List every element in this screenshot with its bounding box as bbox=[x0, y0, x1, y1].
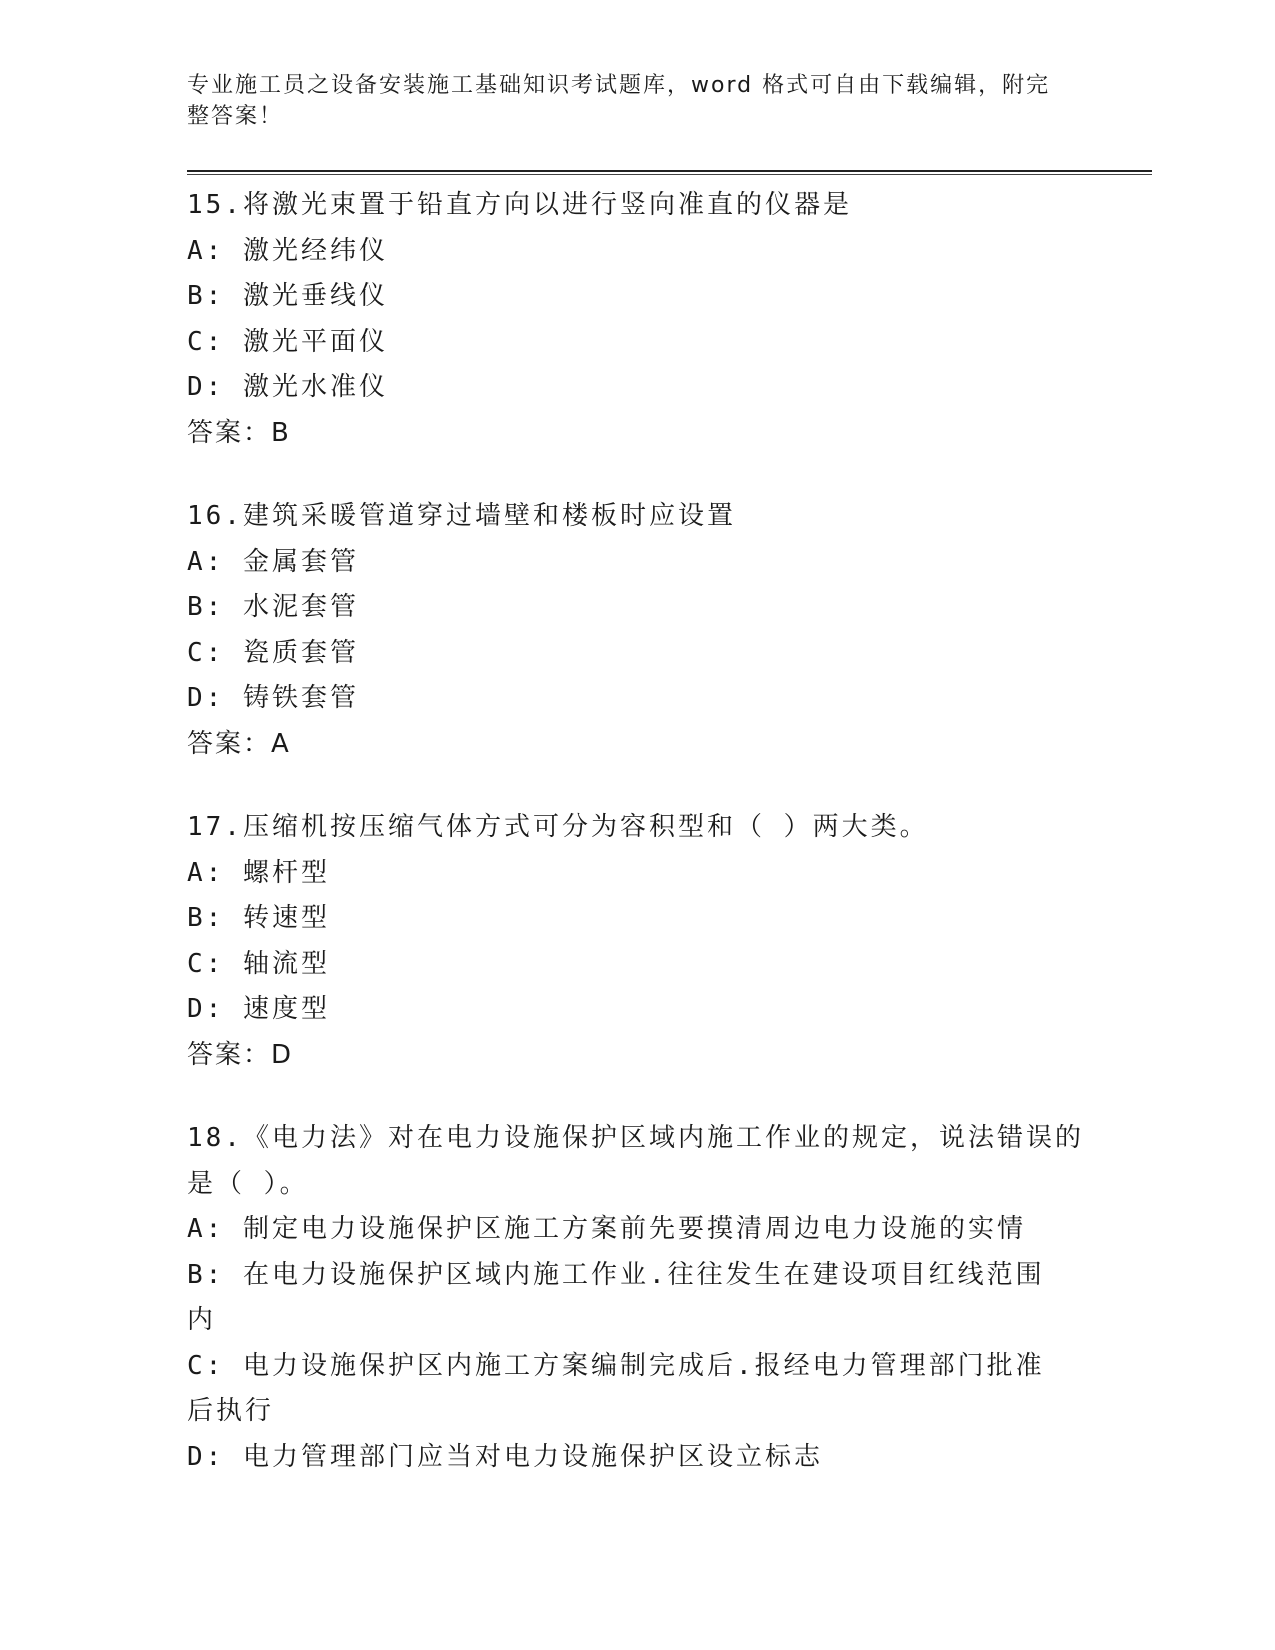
document-header: 专业施工员之设备安装施工基础知识考试题库，word 格式可自由下载编辑，附完整答案！ bbox=[187, 73, 1051, 129]
option-d: D: 电力管理部门应当对电力设施保护区设立标志 bbox=[187, 1441, 823, 1472]
option-a: A: 制定电力设施保护区施工方案前先要摸清周边电力设施的实情 bbox=[187, 1214, 1026, 1244]
question-list bbox=[187, 183, 1167, 1480]
answer-line: 答案：A bbox=[187, 728, 291, 759]
question-stem: 18.《电力法》对在电力设施保护区域内施工作业的规定，说法错误的是（ ）。 bbox=[187, 1123, 1084, 1199]
question-15 bbox=[187, 183, 1167, 456]
option-a: A: 螺杆型 bbox=[187, 857, 330, 888]
option-c: C: 激光平面仪 bbox=[187, 326, 388, 357]
question-18 bbox=[187, 1116, 1167, 1480]
option-b: B: 水泥套管 bbox=[187, 592, 359, 622]
option-c: C: 轴流型 bbox=[187, 948, 330, 979]
option-d: D: 速度型 bbox=[187, 994, 330, 1024]
answer-line: 答案：B bbox=[187, 417, 291, 448]
question-16 bbox=[187, 494, 1167, 767]
option-a: A: 金属套管 bbox=[187, 546, 359, 577]
answer-line: 答案：D bbox=[187, 1039, 294, 1070]
question-stem: 16.建筑采暖管道穿过墙壁和楼板时应设置 bbox=[187, 501, 736, 531]
option-a: A: 激光经纬仪 bbox=[187, 235, 388, 266]
question-17 bbox=[187, 805, 1167, 1078]
question-stem: 15.将激光束置于铅直方向以进行竖向准直的仪器是 bbox=[187, 190, 852, 220]
header-double-rule bbox=[187, 170, 1152, 175]
option-c: C: 瓷质套管 bbox=[187, 637, 359, 668]
option-b: B: 激光垂线仪 bbox=[187, 281, 388, 311]
option-b: B: 在电力设施保护区域内施工作业.往往发生在建设项目红线范围内 bbox=[187, 1259, 1045, 1335]
option-d: D: 激光水准仪 bbox=[187, 372, 388, 402]
option-d: D: 铸铁套管 bbox=[187, 683, 359, 713]
option-c: C: 电力设施保护区内施工方案编制完成后.报经电力管理部门批准后执行 bbox=[187, 1350, 1045, 1426]
rule-line-bottom bbox=[187, 174, 1152, 175]
question-stem: 17.压缩机按压缩气体方式可分为容积型和（ ）两大类。 bbox=[187, 812, 929, 842]
document-page bbox=[187, 70, 1167, 1518]
option-b: B: 转速型 bbox=[187, 903, 330, 933]
